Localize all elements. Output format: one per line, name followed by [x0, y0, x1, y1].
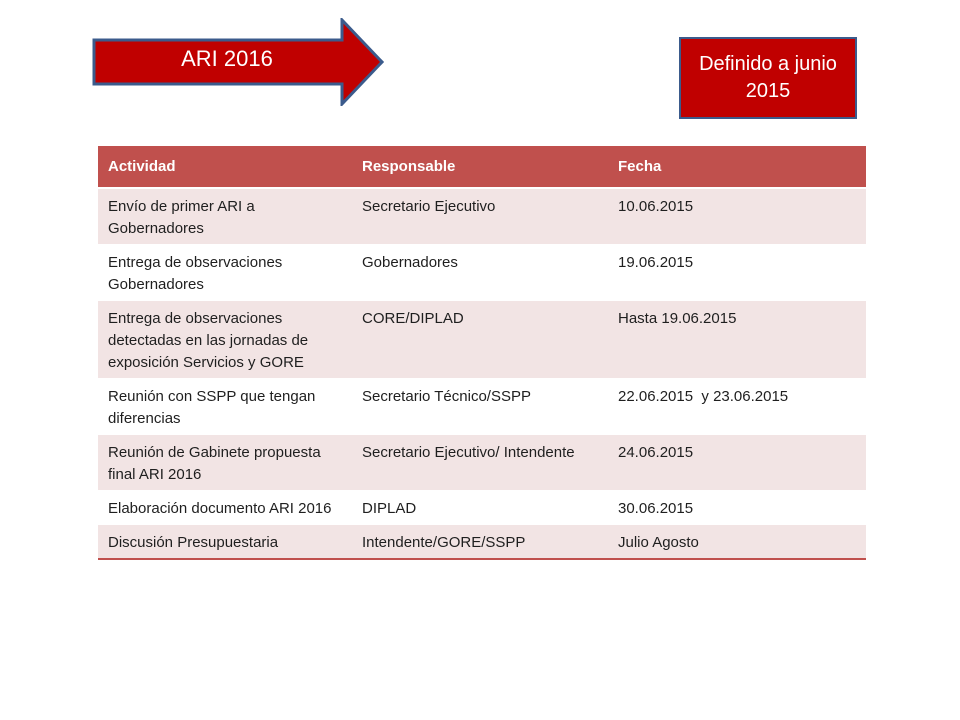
table-row	[98, 491, 866, 525]
cell-responsable: Intendente/GORE/SSPP	[352, 525, 608, 560]
cell-actividad: Elaboración documento ARI 2016	[98, 491, 352, 525]
table-row	[98, 435, 866, 491]
deadline-note-text: Definido a junio 2015	[699, 53, 837, 102]
cell-actividad: Entrega de observaciones detectadas en las jornadas de exposición Servicios y GORE	[98, 301, 352, 379]
cell-fecha: 24.06.2015	[608, 435, 866, 491]
cell-responsable: Gobernadores	[352, 245, 608, 301]
cell-actividad: Envío de primer ARI a Gobernadores	[98, 188, 352, 245]
cell-fecha: 30.06.2015	[608, 491, 866, 525]
cell-responsable: DIPLAD	[352, 491, 608, 525]
table-row	[98, 245, 866, 301]
header-fecha: Fecha	[608, 146, 866, 188]
table-row	[98, 525, 866, 560]
header-responsable: Responsable	[352, 146, 608, 188]
cell-responsable: CORE/DIPLAD	[352, 301, 608, 379]
cell-responsable: Secretario Ejecutivo/ Intendente	[352, 435, 608, 491]
deadline-note	[679, 37, 857, 119]
activity-schedule-table	[98, 146, 866, 560]
cell-fecha: 22.06.2015 y 23.06.2015	[608, 379, 866, 435]
cell-actividad: Reunión de Gabinete propuesta final ARI 2016	[98, 435, 352, 491]
cell-fecha: Hasta 19.06.2015	[608, 301, 866, 379]
arrow-label: ARI 2016	[181, 46, 273, 71]
ari-arrow-banner	[92, 18, 384, 106]
table-row	[98, 379, 866, 435]
cell-responsable: Secretario Técnico/SSPP	[352, 379, 608, 435]
cell-actividad: Reunión con SSPP que tengan diferencias	[98, 379, 352, 435]
table-header-row	[98, 146, 866, 188]
table-row	[98, 301, 866, 379]
cell-actividad: Entrega de observaciones Gobernadores	[98, 245, 352, 301]
header-actividad: Actividad	[98, 146, 352, 188]
cell-fecha: 10.06.2015	[608, 188, 866, 245]
cell-responsable: Secretario Ejecutivo	[352, 188, 608, 245]
cell-fecha: Julio Agosto	[608, 525, 866, 560]
cell-actividad: Discusión Presupuestaria	[98, 525, 352, 560]
cell-fecha: 19.06.2015	[608, 245, 866, 301]
table-row	[98, 188, 866, 245]
